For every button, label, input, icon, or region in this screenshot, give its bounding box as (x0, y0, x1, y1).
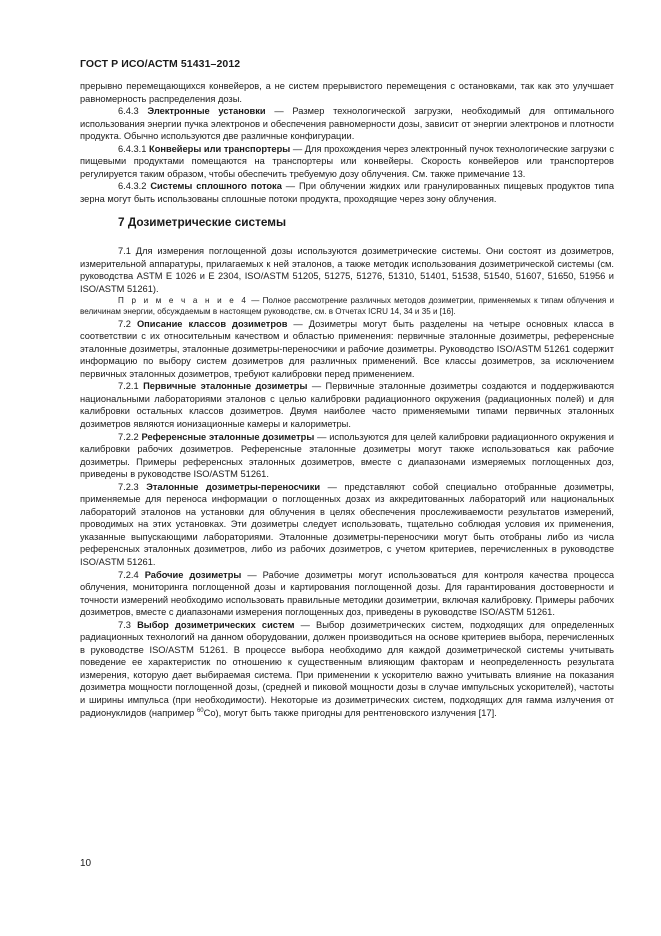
section-heading: 7 Дозиметрические системы (118, 215, 287, 230)
note-label: П р и м е ч а н и е 4 (118, 296, 249, 306)
paragraph-text: 7.1 Для измерения поглощенной дозы используются дозиметрические системы. Они состоят из дозиметров, измерительной аппаратуры, прилагаемых к ней эталонов, а также методик использования дозиметрической системы (см. руководства ASTM E 1026 и E 2304, ISO/ASTM 51205, 51275, 51276, 51310, 51401, 51538, 51540, 51607, 51650, 51956 и ISO/ASTM 51261). (80, 246, 614, 294)
paragraph-7-2 (80, 318, 614, 381)
note-text: — Полное рассмотрение различных методов дозиметрии, применяемых к типам облучения и величинам энергии, обсуждаемым в настоящем руководстве, см. в Отчетах ICRU 14, 34 и 35 и [16]. (80, 296, 614, 317)
clause-term: Электронные установки (147, 106, 266, 117)
clause-number: 6.4.3.2 (118, 181, 147, 192)
clause-text: — Дозиметры могут быть разделены на четыре основных класса в соответствии с их относительным качеством и областью применения: первичные эталонные дозиметры, референсные эталонные дозиметры, эталонные дозиметры-переносчики и рабочие дозиметры. Руководство ISO/ASTM 51261 содержит информацию по выбору систем дозиметров для различных применений. Все классы дозиметров, за исключением первичных эталонных дозиметров, требуют калибровки перед применением. (80, 318, 614, 379)
paragraph-7-2-3 (80, 481, 614, 569)
paragraph-continuation (80, 80, 614, 105)
clause-number: 7.2.2 (118, 431, 139, 442)
paragraph-6-4-3-2 (80, 180, 614, 205)
clause-text: — Первичные эталонные дозиметры создаются и поддерживаются национальными лабораториями эталонов с целью калибровки радиационного окружения (радиационных полей) и для калибровки остальных классов дозиметров. Двумя наиболее часто применяемыми типами первичных эталонных дозиметров являются ионизационные камеры и калориметры. (80, 381, 614, 429)
paragraph-text: прерывно перемещающихся конвейеров, а не систем прерывистого перемещения с остановками, так как это улучшает равномерность распределения дозы. (80, 81, 614, 104)
clause-text: — Рабочие дозиметры могут использоваться для контроля качества процесса облучения, мониторинга поглощенной дозы и картирования поглощенной дозы. Для гарантирования достоверности и точности измерений необходимо использовать правильные методики дозиметрии, включая калибровку. Примеры рабочих дозиметров, вместе с диапазонами измерения поглощенных доз, приведены в руководстве ISO/ASTM 51261. (80, 569, 614, 618)
paragraph-6-4-3 (80, 105, 614, 143)
clause-text-tail: Co), могут быть также пригодны для рентгеновского излучения [17]. (203, 707, 497, 718)
clause-term: Описание классов дозиметров (136, 318, 288, 329)
clause-term: Конвейеры или транспортеры (149, 143, 291, 154)
clause-text: — Выбор дозиметрических систем, подходящих для определенных радиационных технологий на данном оборудовании, должен производиться на основе критериев выбора, перечисленных в руководстве ISO/ASTM 51261. В процессе выбора необходимо для каждой дозиметрической системы учитывать поведение ее характеристик по отношению к существенным влияющим факторам и неопределенность результата измерения, которую дает выбираемая система. При применении к ускорителю важно учитывать влияние на показания дозиметра мощности поглощенной дозы, (средней и пиковой мощности дозы в случае импульсных ускорителей), частоты и ширины импульса (при необходимости). Некоторые из дозиметрических систем, подходящих для гамма излучения от радионуклидов (например (80, 619, 614, 718)
clause-text: — используются для целей калибровки радиационного окружения и калибровки рабочих дозиметров. Референсные эталонные дозиметры могут также использоваться как рабочие дозиметры. Примеры референсных эталонных дозиметров, вместе с диапазонами измеряемых поглощенных доз, приведены в руководстве ISO/ASTM 51261. (80, 431, 614, 480)
paragraph-7-2-2 (80, 431, 614, 481)
paragraph-7-2-4 (80, 569, 614, 619)
isotope-mass-number: 60 (196, 707, 204, 714)
clause-number: 6.4.3 (118, 106, 139, 117)
clause-number: 7.2.1 (118, 381, 139, 392)
clause-number: 7.3 (118, 619, 131, 630)
paragraph-7-3 (80, 619, 614, 719)
clause-term: Референсные эталонные дозиметры (141, 431, 315, 442)
document-header: ГОСТ Р ИСО/АСТМ 51431–2012 (80, 58, 241, 70)
body-text (80, 80, 614, 719)
clause-term: Рабочие дозиметры (144, 569, 242, 580)
clause-text: — представляют собой специально отобранные дозиметры, применяемые для переноса информации о поглощенных дозах из аккредитованных лабораторий или национальных лабораторий эталонов на установки для облучения в целях обеспечения прослеживаемости результатов измерений, проводимых на этих установках. Эти дозиметры следует использовать, тщательно соблюдая условия их применения, указанные выпускающими лабораториями. Эталонные дозиметры-переносчики могут быть отобраны либо из числа референсных эталонных дозиметров, либо из рабочих дозиметров, с учетом критериев, перечисленных в руководстве ISO/ASTM 51261. (80, 481, 614, 567)
clause-text: — Для прохождения через электронный пучок технологические загрузки с пищевыми продуктами помещаются на транспортеры или конвейеры. Скорость конвейеров или транспортеров регулируется таким образом, чтобы обеспечить требуемую дозу облучения. См. также примечание 13. (80, 143, 614, 179)
paragraph-7-1 (80, 245, 614, 295)
paragraph-6-4-3-1 (80, 143, 614, 181)
note-4 (80, 295, 614, 317)
clause-number: 6.4.3.1 (118, 143, 147, 154)
clause-term: Системы сплошного потока (150, 181, 282, 192)
clause-term: Первичные эталонные дозиметры (143, 381, 308, 392)
clause-term: Выбор дозиметрических систем (137, 619, 295, 630)
paragraph-7-2-1 (80, 380, 614, 430)
page-number: 10 (80, 858, 92, 869)
clause-number: 7.2 (118, 318, 131, 329)
clause-term: Эталонные дозиметры-переносчики (146, 481, 321, 492)
clause-number: 7.2.3 (118, 481, 139, 492)
clause-text: — Размер технологической загрузки, необходимый для оптимального использования энергии пучка электронов и обеспечения равномерности дозы, зависит от энергии электронов и плотности продукта. Обычно используются две различные конфигурации. (80, 106, 614, 142)
clause-text: — При облучении жидких или гранулированных пищевых продуктов типа зерна могут быть использованы сплошные потоки продукта, проходящие через зону облучения. (80, 181, 614, 204)
clause-number: 7.2.4 (118, 569, 139, 580)
